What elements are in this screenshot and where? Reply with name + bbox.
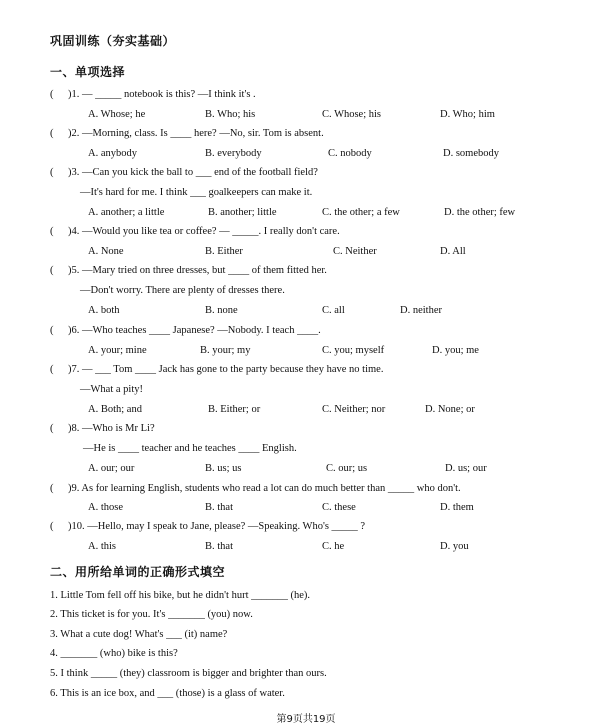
option-c: C. our; us [326, 463, 368, 474]
option-d: D. somebody [443, 148, 499, 159]
option-c: C. these [322, 502, 356, 513]
option-d: D. the other; few [444, 207, 516, 218]
option-d: D. you; me [432, 345, 479, 356]
option-c: C. the other; a few [322, 207, 400, 218]
option-a: A. both [88, 305, 120, 316]
answer-paren: ( [50, 325, 54, 336]
fill-item-3: 3. What a cute dog! What's ___ (it) name? [50, 629, 228, 640]
option-d: D. you [440, 541, 469, 552]
question-continuation: —He is ____ teacher and he teaches ____ English. [83, 443, 297, 454]
answer-paren: ( [50, 423, 54, 434]
question-stem: )10. —Hello, may I speak to Jane, please? —Speaking. Who's _____ ? [68, 521, 366, 532]
option-d: D. neither [400, 305, 442, 316]
answer-paren: ( [50, 521, 54, 532]
question-stem: )1. — _____ notebook is this? —I think it's . [68, 89, 256, 100]
option-c: C. Neither [333, 246, 377, 257]
option-d: D. Who; him [440, 109, 495, 120]
option-b: B. Either; or [208, 404, 261, 415]
answer-paren: ( [50, 226, 54, 237]
option-c: C. you; myself [322, 345, 385, 356]
fill-item-4: 4. _______ (who) bike is this? [50, 648, 178, 659]
answer-paren: ( [50, 483, 54, 494]
fill-item-1: 1. Little Tom fell off his bike, but he didn't hurt _______ (he). [50, 590, 311, 601]
page-footer: 第9页共19页 [276, 714, 336, 725]
question-continuation: —It's hard for me. I think ___ goalkeepers can make it. [80, 187, 313, 198]
option-a: A. Both; and [88, 404, 142, 415]
question-stem: )7. — ___ Tom ____ Jack has gone to the party because they have no time. [68, 364, 384, 375]
option-d: D. us; our [445, 463, 487, 474]
option-d: D. None; or [425, 404, 475, 415]
question-stem: )6. —Who teaches ____ Japanese? —Nobody. I teach ____. [68, 325, 321, 336]
option-c: C. he [322, 541, 345, 552]
option-b: B. us; us [205, 463, 242, 474]
option-c: C. all [322, 305, 345, 316]
option-d: D. them [440, 502, 474, 513]
option-d: D. All [440, 246, 466, 257]
answer-paren: ( [50, 265, 54, 276]
answer-paren: ( [50, 89, 54, 100]
fill-item-2: 2. This ticket is for you. It's _______ (you) now. [50, 609, 253, 620]
answer-paren: ( [50, 167, 54, 178]
question-stem: )3. —Can you kick the ball to ___ end of the football field? [68, 167, 318, 178]
option-a: A. None [88, 246, 124, 257]
question-stem: )4. —Would you like tea or coffee? — _____. I really don't care. [68, 226, 340, 237]
option-a: A. another; a little [88, 207, 165, 218]
question-stem: )5. —Mary tried on three dresses, but ____ of them fitted her. [68, 265, 327, 276]
option-b: B. another; little [208, 207, 277, 218]
question-continuation: —What a pity! [80, 384, 143, 395]
option-b: B. Either [205, 246, 243, 257]
page-title: 巩固训练（夯实基础） [50, 34, 176, 48]
fill-item-6: 6. This is an ice box, and ___ (those) is a glass of water. [50, 688, 285, 699]
option-a: A. your; mine [88, 345, 147, 356]
option-b: B. your; my [200, 345, 251, 356]
option-b: B. Who; his [205, 109, 256, 120]
option-a: A. our; our [88, 463, 135, 474]
question-stem: )9. As for learning English, students who read a lot can do much better than _____ who don't. [68, 483, 461, 494]
option-b: B. none [205, 305, 238, 316]
option-c: C. Neither; nor [322, 404, 386, 415]
option-a: A. anybody [88, 148, 137, 159]
question-stem: )8. —Who is Mr Li? [68, 423, 155, 434]
option-b: B. everybody [205, 148, 262, 159]
option-a: A. those [88, 502, 123, 513]
section-heading-fill-in: 二、用所给单词的正确形式填空 [50, 565, 226, 579]
option-b: B. that [205, 502, 233, 513]
option-b: B. that [205, 541, 233, 552]
question-continuation: —Don't worry. There are plenty of dresses there. [80, 285, 285, 296]
option-c: C. Whose; his [322, 109, 382, 120]
option-c: C. nobody [328, 148, 372, 159]
fill-item-5: 5. I think _____ (they) classroom is bigger and brighter than ours. [50, 668, 327, 679]
answer-paren: ( [50, 128, 54, 139]
option-a: A. this [88, 541, 117, 552]
question-stem: )2. —Morning, class. Is ____ here? —No, sir. Tom is absent. [68, 128, 324, 139]
answer-paren: ( [50, 364, 54, 375]
option-a: A. Whose; he [88, 109, 146, 120]
section-heading-multiple-choice: 一、单项选择 [50, 65, 126, 79]
